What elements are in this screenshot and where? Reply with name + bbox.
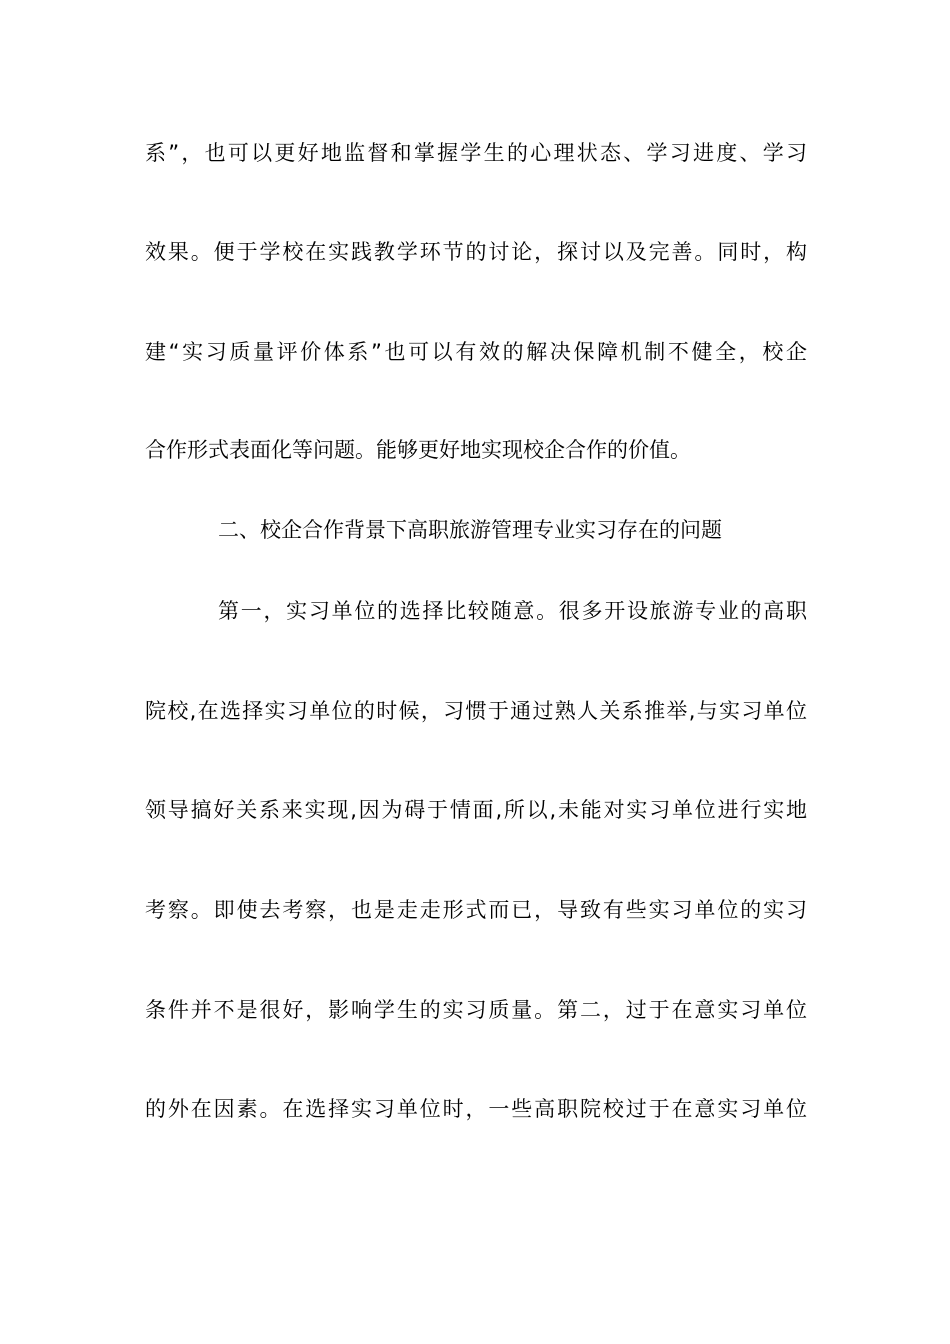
paragraph-line: 领导搞好关系来实现,因为碍于情面,所以,未能对实习单位进行实地	[145, 798, 807, 822]
paragraph-line: 考察。即使去考察，也是走走形式而已，导致有些实习单位的实习	[145, 898, 807, 922]
paragraph-line: 合作形式表面化等问题。能够更好地实现校企合作的价值。	[145, 438, 691, 462]
paragraph-line: 建“实习质量评价体系”也可以有效的解决保障机制不健全，校企	[145, 340, 807, 364]
section-heading: 二、校企合作背景下高职旅游管理专业实习存在的问题	[218, 518, 722, 542]
paragraph-line: 院校,在选择实习单位的时候，习惯于通过熟人关系推举,与实习单位	[145, 699, 807, 723]
paragraph-line: 的外在因素。在选择实习单位时，一些高职院校过于在意实习单位	[145, 1097, 807, 1121]
paragraph-line: 效果。便于学校在实践教学环节的讨论，探讨以及完善。同时，构	[145, 240, 807, 264]
paragraph-line: 第一，实习单位的选择比较随意。很多开设旅游专业的高职	[218, 599, 807, 623]
paragraph-line: 系”，也可以更好地监督和掌握学生的心理状态、学习进度、学习	[145, 141, 807, 165]
paragraph-line: 条件并不是很好，影响学生的实习质量。第二，过于在意实习单位	[145, 998, 807, 1022]
